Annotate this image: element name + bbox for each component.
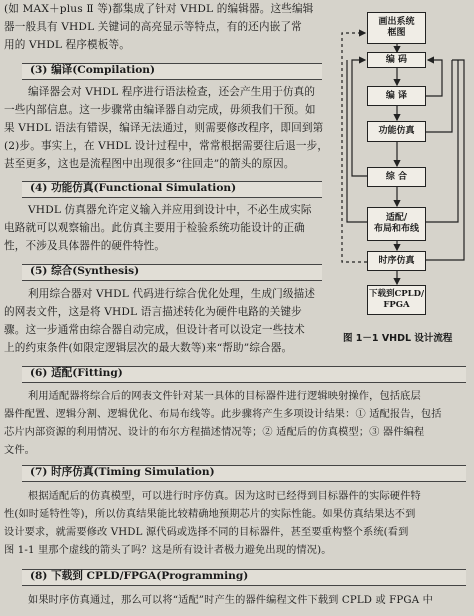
figure-caption: 图 1－1 VHDL 设计流程 bbox=[343, 333, 453, 344]
text-line: 器一般具有 VHDL 关键词的高亮显示等特点，有的还内嵌了常 bbox=[4, 21, 302, 33]
section-heading-synthesis: (5) 综合(Synthesis) bbox=[30, 265, 140, 277]
text-line: 性，不涉及具体器件的硬件特性。 bbox=[4, 240, 166, 252]
flow-step-synthesis: 综 合 bbox=[367, 167, 426, 187]
text-line: (2)步。事实上，在 VHDL 设计过程中，常常根据需要往后退一步， bbox=[4, 140, 329, 152]
flow-step-compile: 编 译 bbox=[367, 86, 426, 106]
text-line: 器件配置、逻辑分割、逻辑优化、布局布线等。此步骤将产生多项设计结果：① 适配报告，包括 bbox=[4, 409, 442, 420]
text-line: 用的 VHDL 程序模板等。 bbox=[4, 39, 131, 51]
text-line: 利用综合器对 VHDL 代码进行综合优化处理，生成门级描述 bbox=[28, 288, 316, 300]
feedback-arrow bbox=[347, 60, 367, 222]
feedback-arrow bbox=[426, 60, 442, 96]
dashed-feedback-arrow bbox=[342, 33, 367, 262]
section-heading-programming: (8) 下载到 CPLD/FPGA(Programming) bbox=[30, 570, 249, 582]
text-line: 芯片内部资源的利用情况、设计的布尔方程描述情况等；② 适配后的仿真模型；③ 器件编程 bbox=[4, 427, 425, 438]
text-line: 图 1-1 里那个虚线的箭头了吗？这是所有设计者极力避免出现的情况)。 bbox=[4, 545, 332, 556]
text-line: 电路就可以观察输出。此仿真主要用于检验系统功能设计的正确 bbox=[4, 222, 305, 234]
text-line: 一些内部信息。这一步骤常由编译器自动完成，毋须我们干预。如 bbox=[4, 104, 316, 116]
section-heading-functional-simulation: (4) 功能仿真(Functional Simulation) bbox=[30, 182, 237, 194]
text-line: 骤。这一步通常由综合器自动完成，但设计者可以设定一些技术 bbox=[4, 324, 305, 336]
text-line: 文件。 bbox=[4, 445, 36, 456]
text-line: 性(如时延特性等)，所以仿真结果能比较精确地预期芯片的实际性能。如果仿真结果达不到 bbox=[4, 509, 416, 520]
flow-step-functional-simulation: 功能仿真 bbox=[367, 121, 426, 142]
text-line: 果 VHDL 语法有错误，编译无法通过，则需要修改程序，即回到第 bbox=[4, 122, 324, 134]
text-line: 如果时序仿真通过，那么可以将“适配”时产生的器件编程文件下载到 CPLD 或 FPGA 中 bbox=[28, 595, 433, 606]
feedback-arrow bbox=[352, 60, 367, 176]
text-line: 甚至更多，这也是流程图中出现很多“往回走”的箭头的原因。 bbox=[4, 158, 295, 170]
flow-step-timing-simulation: 时序仿真 bbox=[367, 251, 426, 271]
flow-step-download: 下载到CPLD/ FPGA bbox=[367, 285, 426, 315]
section-heading-fitting: (6) 适配(Fitting) bbox=[30, 367, 123, 379]
text-line: 利用适配器将综合后的网表文件针对某一具体的目标器件进行逻辑映射操作，包括底层 bbox=[28, 391, 421, 402]
flow-step-coding: 编 码 bbox=[367, 52, 426, 68]
flow-step-system-block-diagram: 画出系统 框图 bbox=[367, 12, 426, 44]
section-heading-timing-simulation: (7) 时序仿真(Timing Simulation) bbox=[30, 466, 215, 478]
flow-step-place-and-route: 适配/ 布局和布线 bbox=[367, 207, 426, 241]
text-line: 根据适配后的仿真模型，可以进行时序仿真。因为这时已经得到目标器件的实际硬件特 bbox=[28, 491, 421, 502]
text-line: VHDL 仿真器允许定义输入并应用到设计中，不必生成实际 bbox=[28, 204, 312, 216]
text-line: 设计要求，就需要修改 VHDL 源代码或选择不同的目标器件，甚至要重构整个系统(看到 bbox=[4, 527, 409, 538]
section-heading-compilation: (3) 编译(Compilation) bbox=[30, 64, 156, 76]
text-line: (如 MAX＋plus Ⅱ 等)都集成了针对 VHDL 的编辑器。这些编辑 bbox=[4, 3, 314, 15]
text-line: 上的约束条件(如限定逻辑层次的最大数等)来“帮助”综合器。 bbox=[4, 342, 293, 354]
text-line: 编译器会对 VHDL 程序进行语法检查，还会产生用于仿真的 bbox=[28, 86, 316, 98]
text-line: 的网表文件，这是将 VHDL 语言描述转化为硬件电路的关键步 bbox=[4, 306, 302, 318]
